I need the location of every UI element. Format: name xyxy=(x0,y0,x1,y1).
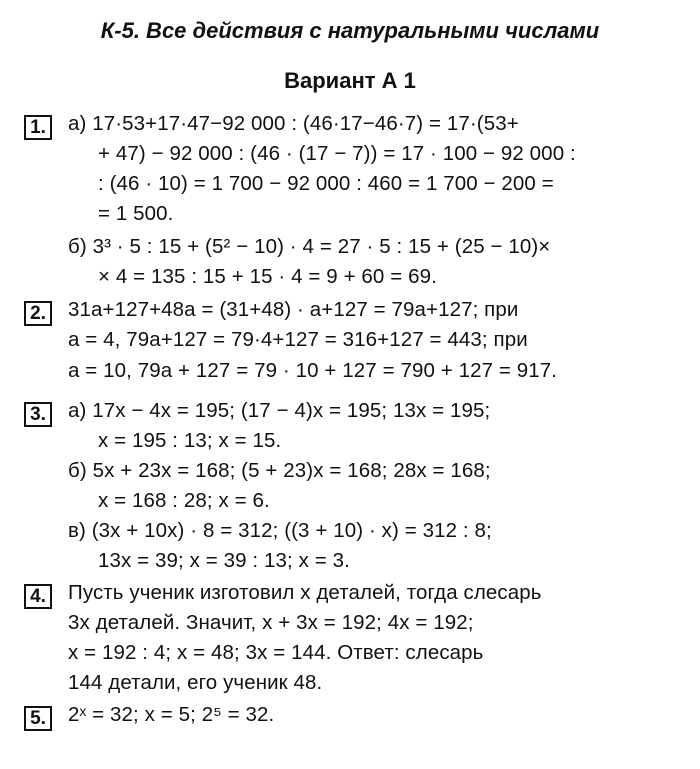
problem-1-line-2: + 47) − 92 000 : (46 · (17 − 7)) = 17 · 100 − 92 000 : xyxy=(98,142,576,165)
problem-4-line-1: Пусть ученик изготовил x деталей, тогда слесарь xyxy=(68,581,542,604)
problem-1-line-3: : (46 · 10) = 1 700 − 92 000 : 460 = 1 700 − 200 = xyxy=(98,172,554,195)
problem-4-line-2: 3x деталей. Значит, x + 3x = 192; 4x = 192; xyxy=(68,611,474,634)
problem-3-line-4: x = 168 : 28; x = 6. xyxy=(98,489,270,512)
problem-number-3: 3. xyxy=(24,402,52,427)
problem-4-line-4: 144 детали, его ученик 48. xyxy=(68,671,323,694)
problem-number-4: 4. xyxy=(24,584,52,609)
problem-3-line-6: 13x = 39; x = 39 : 13; x = 3. xyxy=(98,549,350,572)
problem-2-line-2: a = 4, 79a+127 = 79·4+127 = 316+127 = 443; при xyxy=(68,328,528,351)
problem-number-2: 2. xyxy=(24,301,52,326)
problem-2-line-1: 31a+127+48a = (31+48) · a+127 = 79a+127; при xyxy=(68,298,519,321)
problem-3-line-1: а) 17x − 4x = 195; (17 − 4)x = 195; 13x = 195; xyxy=(68,399,491,422)
problem-3-line-3: б) 5x + 23x = 168; (5 + 23)x = 168; 28x = 168; xyxy=(68,459,491,482)
problem-number-5: 5. xyxy=(24,706,52,731)
problem-4-line-3: x = 192 : 4; x = 48; 3x = 144. Ответ: слесарь xyxy=(68,641,484,664)
problem-3-line-2: x = 195 : 13; x = 15. xyxy=(98,429,282,452)
page-title: К-5. Все действия с натуральными числами xyxy=(100,18,600,43)
variant-heading: Вариант А 1 xyxy=(284,68,416,93)
problem-3-line-5: в) (3x + 10x) · 8 = 312; ((3 + 10) · x) = 312 : 8; xyxy=(68,519,492,542)
problem-1-line-6: × 4 = 135 : 15 + 15 · 4 = 9 + 60 = 69. xyxy=(98,265,437,288)
problem-1-line-1: а) 17·53+17·47−92 000 : (46·17−46·7) = 17·(53+ xyxy=(68,112,519,135)
problem-1-line-5: б) 3³ · 5 : 15 + (5² − 10) · 4 = 27 · 5 : 15 + (25 − 10)× xyxy=(68,235,551,258)
problem-2-line-3: a = 10, 79a + 127 = 79 · 10 + 127 = 790 + 127 = 917. xyxy=(68,359,558,382)
problem-1-line-4: = 1 500. xyxy=(98,202,174,225)
problem-5-line-1: 2ˣ = 32; x = 5; 2⁵ = 32. xyxy=(68,703,275,726)
problem-number-1: 1. xyxy=(24,115,52,140)
